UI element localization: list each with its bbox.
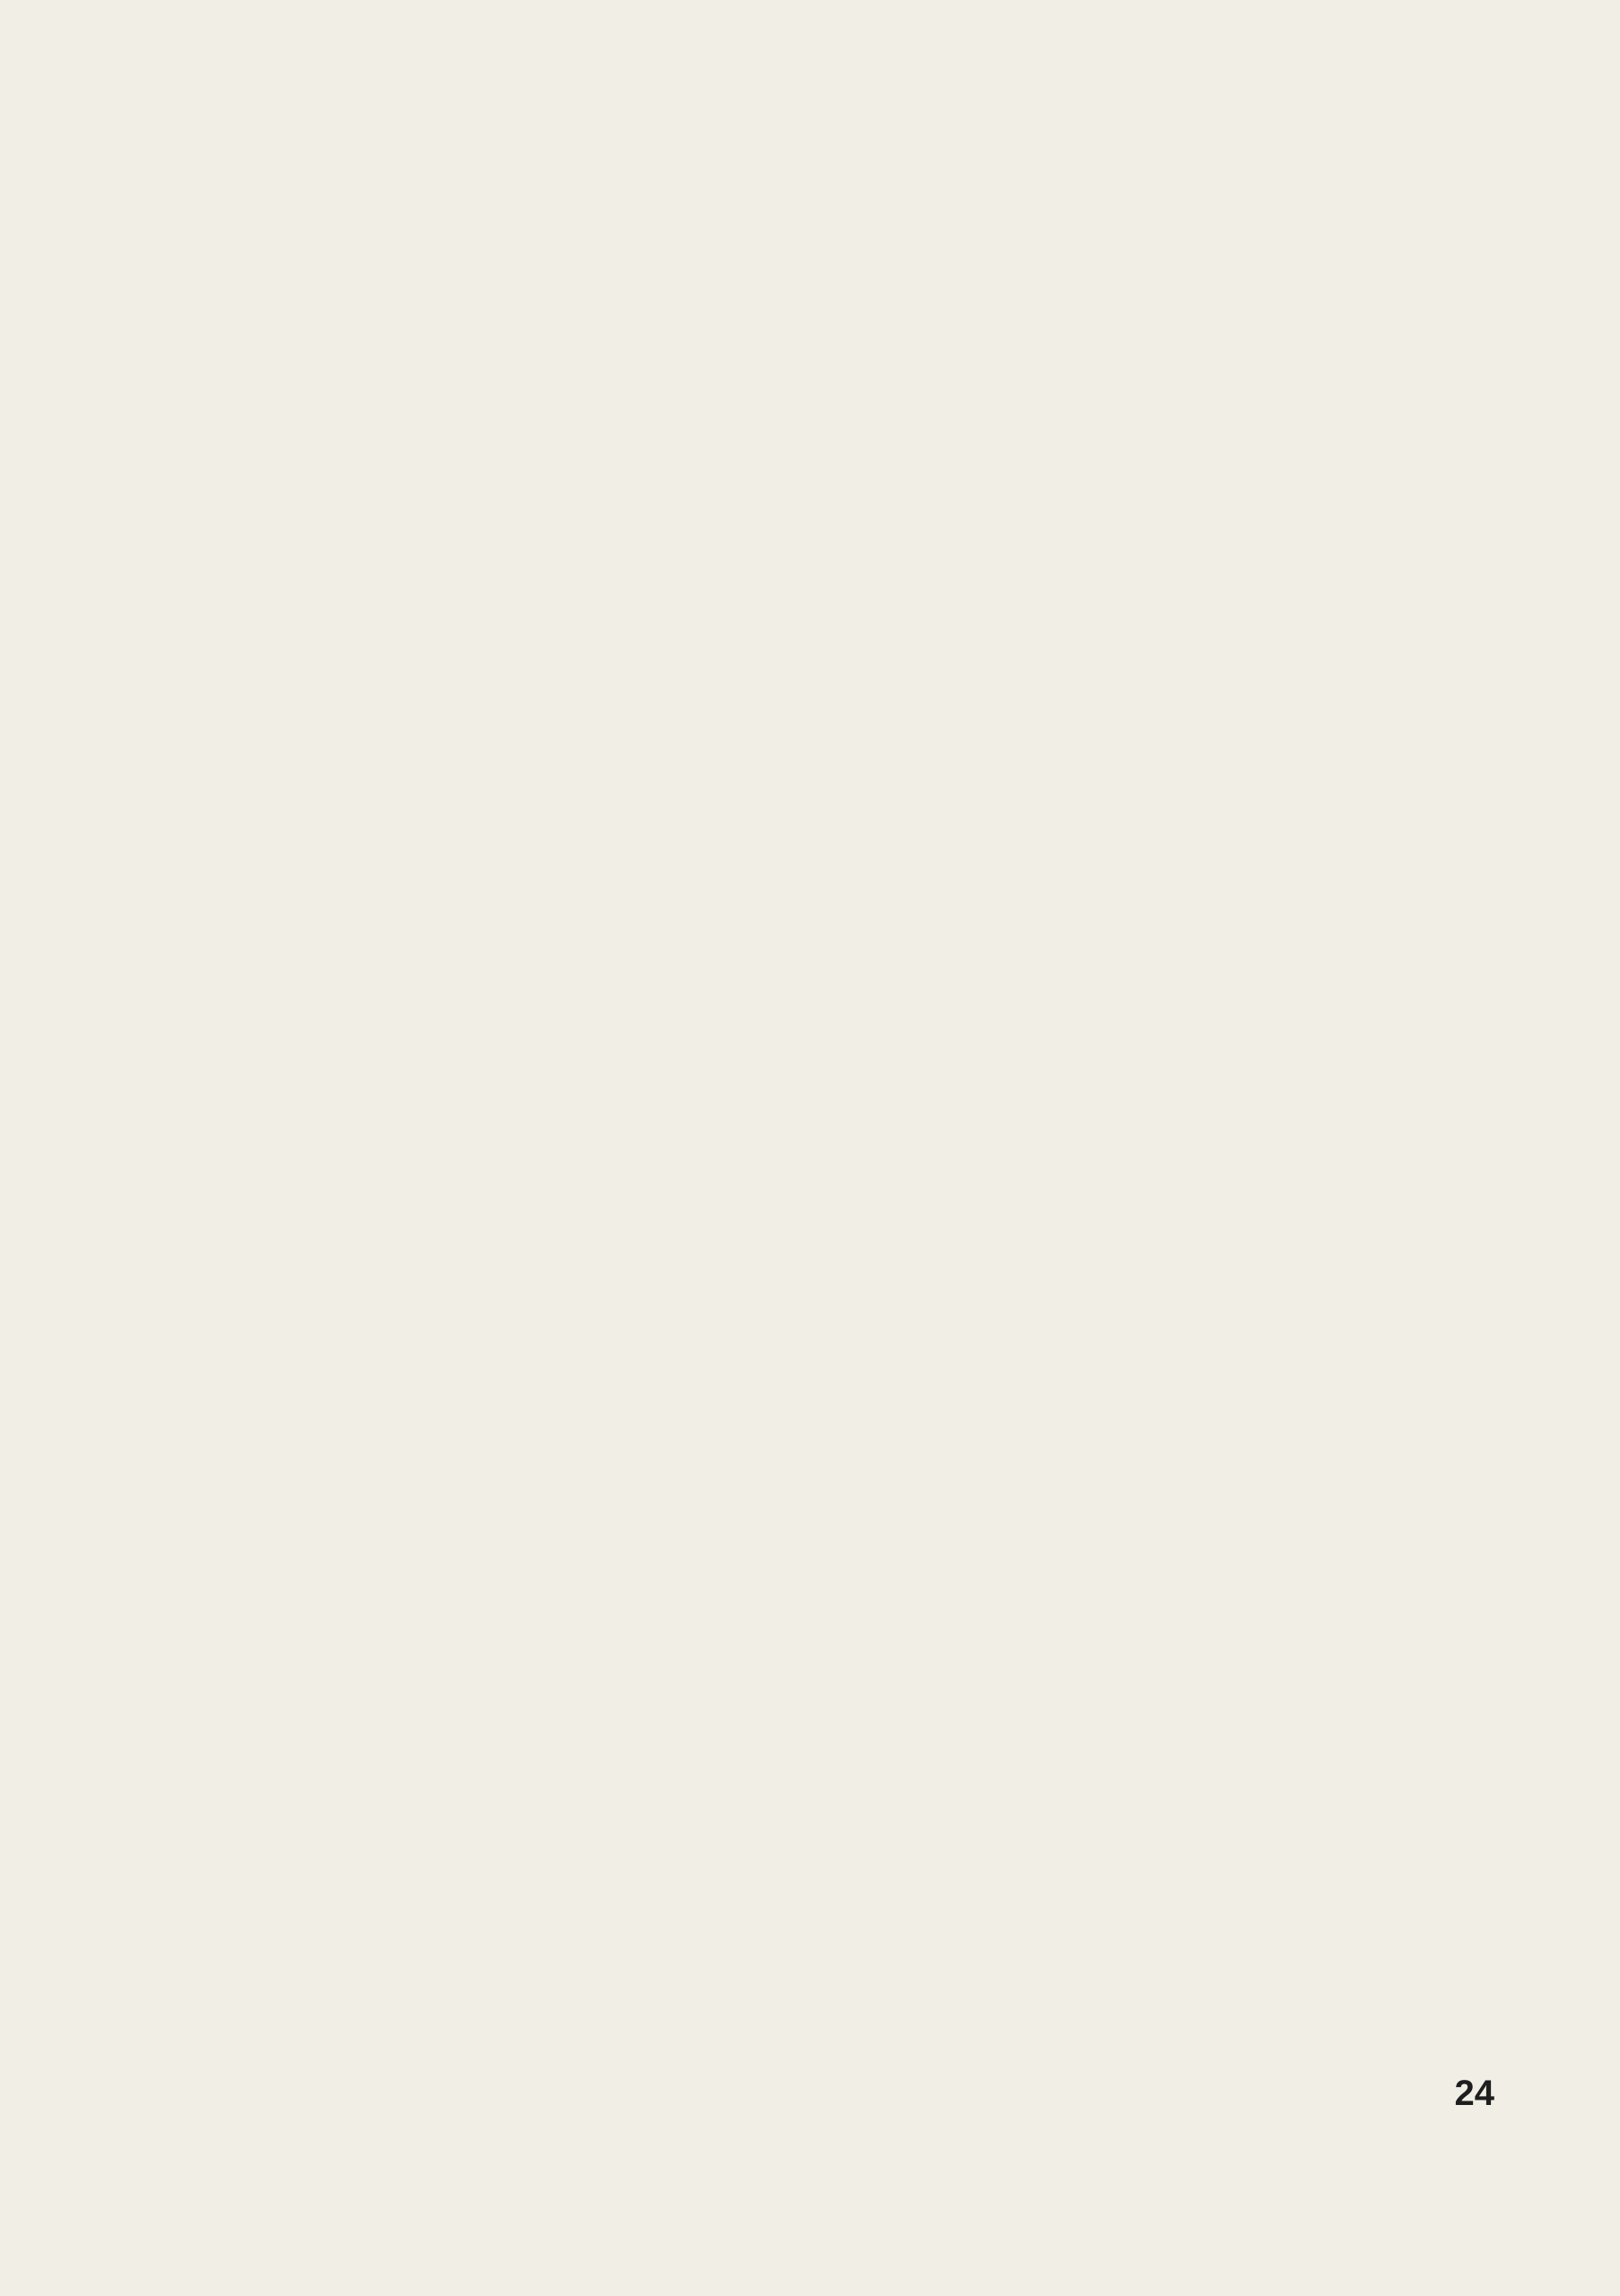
page-number: 24 — [1454, 2074, 1494, 2113]
